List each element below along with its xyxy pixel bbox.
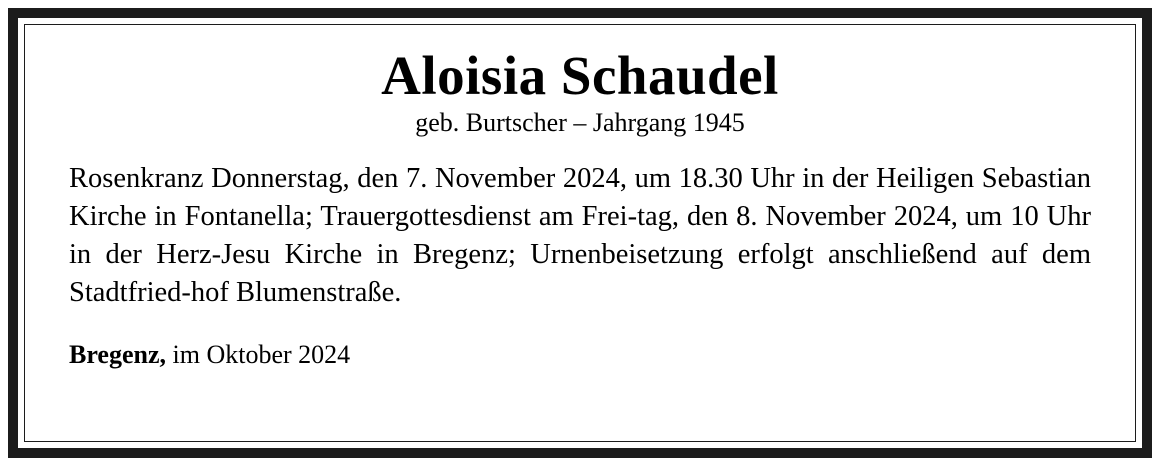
closing-date: im Oktober 2024: [166, 339, 351, 369]
service-details-text: Rosenkranz Donnerstag, den 7. November 2024, um 18.30 Uhr in der Heiligen Sebastian Kirche in Fontanella; Trauergottesdienst am Frei-tag, den 8. November 2024, um 10 Uhr in der Herz-Jesu Kirche in Bregenz; Urnenbeisetzung erfolgt anschließend auf dem Stadtfried-hof Blumenstraße.: [69, 162, 1091, 308]
outer-border-frame: [8, 8, 1152, 458]
inner-border-frame: [24, 24, 1136, 442]
closing-place: Bregenz,: [69, 339, 166, 369]
closing-line: [69, 338, 1091, 372]
deceased-subtitle: geb. Burtscher – Jahrgang 1945: [415, 107, 745, 137]
deceased-name: Aloisia Schaudel: [381, 45, 779, 106]
